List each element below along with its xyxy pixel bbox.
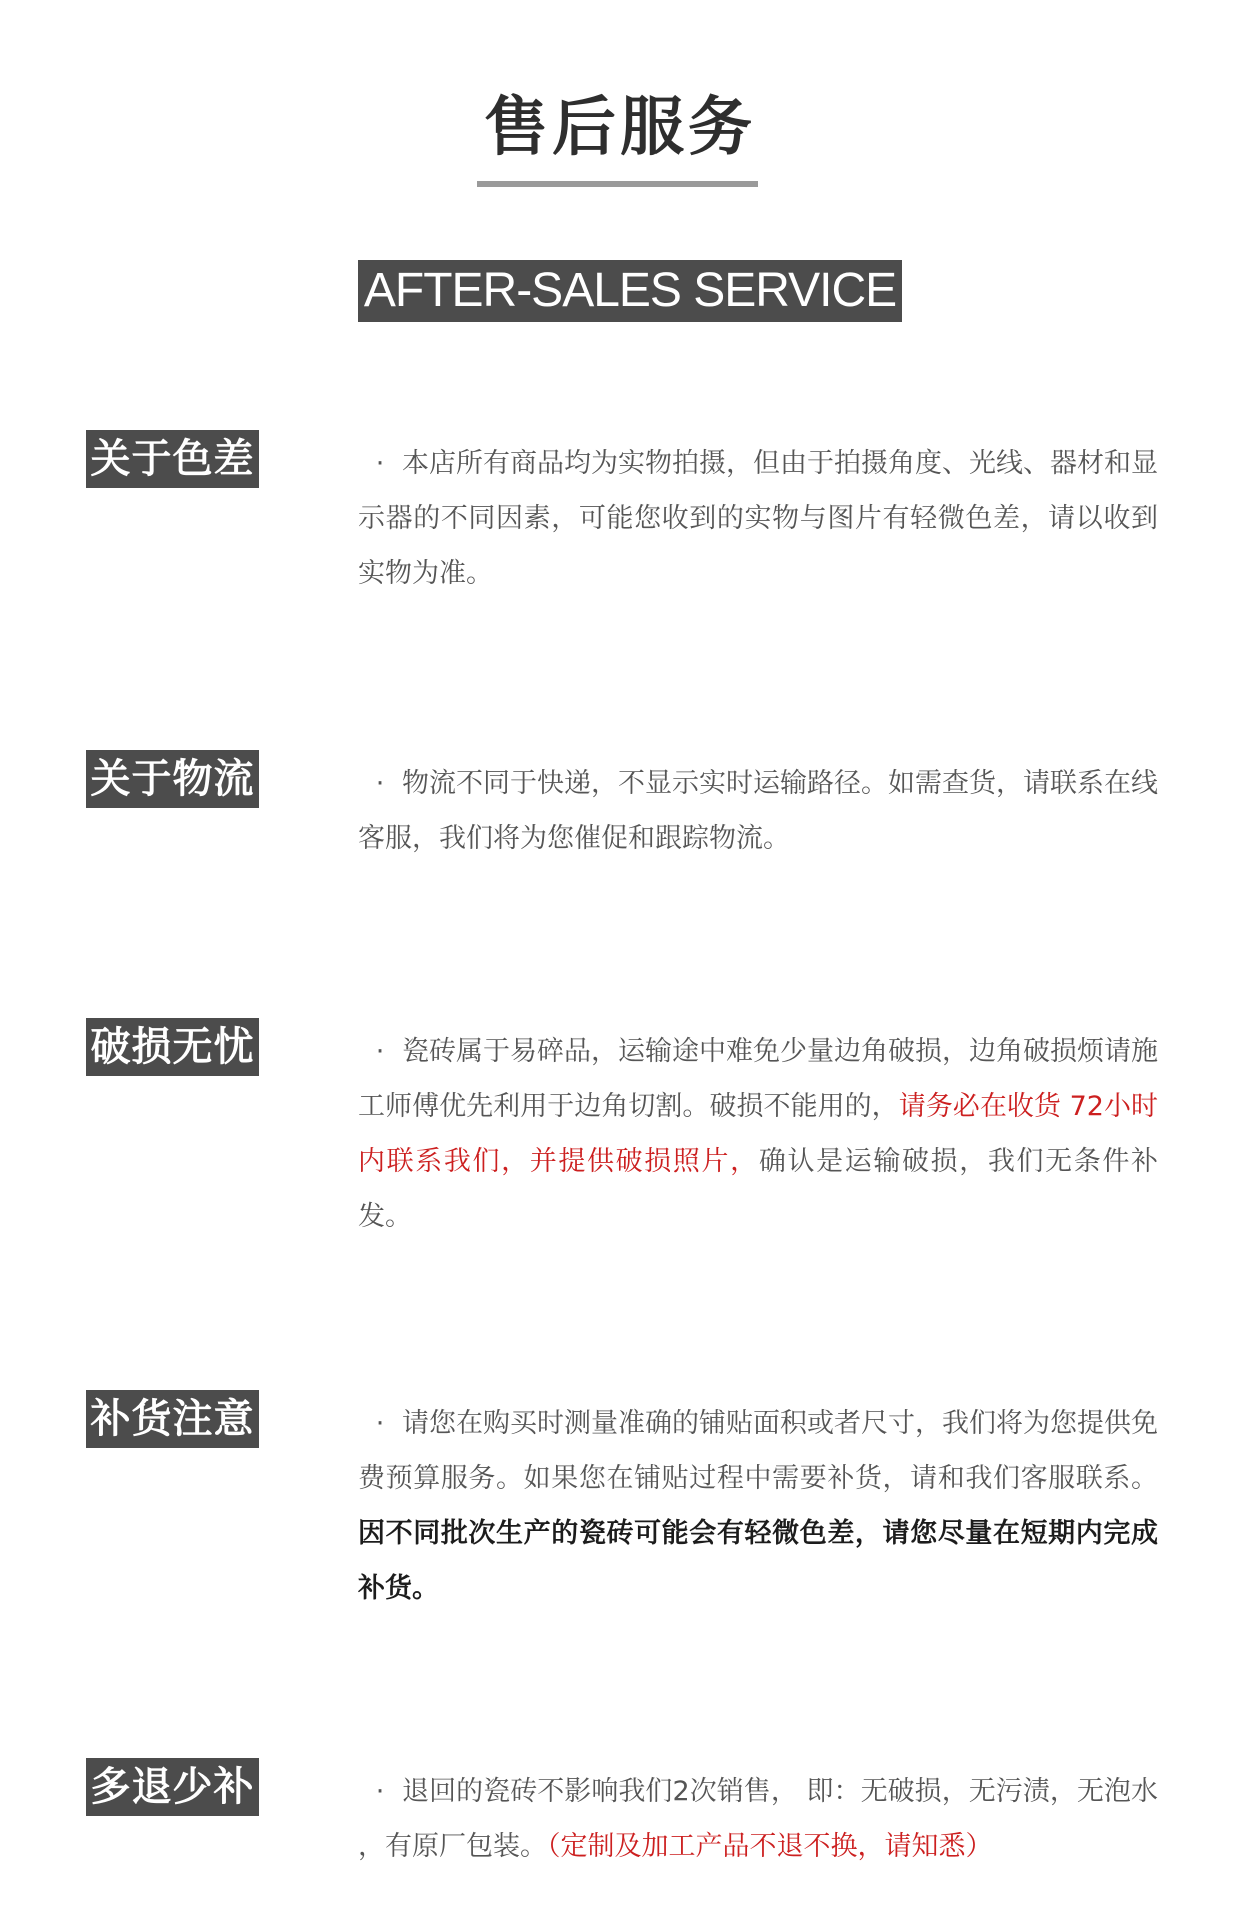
- section-body-refund: [358, 1764, 1158, 1874]
- section-text: 退回的瓷砖不影响我们2次销售， 即：无破损，无污渍，无泡水 ，有原厂包装。: [358, 1776, 1158, 1862]
- page-title: 售后服务: [484, 91, 756, 165]
- section-text: 物流不同于快递，不显示实时运输路径。如需查货，请联系在线客服，我们将为您催促和跟踪物流。: [358, 768, 1158, 854]
- section-body-logistics: [358, 756, 1158, 866]
- section-body-color-difference: [358, 436, 1158, 601]
- section-text: 瓷砖属于易碎品，运输途中难免少量边角破损，边角破损烦请施工师傅优先利用于边角切割。破损不能用的，: [358, 1036, 1158, 1122]
- section-label-damage: 破损无忧: [86, 1018, 259, 1076]
- bullet-icon: ·: [375, 1036, 385, 1067]
- section-text-highlight: （定制及加工产品不退不换，请知悉）: [547, 1831, 993, 1862]
- section-text-highlight: 请务必在收货 72小时内联系我们，并提供破损照片，: [358, 1091, 1158, 1177]
- section-label-restock: 补货注意: [86, 1390, 259, 1448]
- section-label-color-difference: 关于色差: [86, 430, 259, 488]
- title-underline: [477, 181, 758, 187]
- section-label-refund: 多退少补: [86, 1758, 259, 1816]
- section-text-emphasis: 因不同批次生产的瓷砖可能会有轻微色差，请您尽量在短期内完成补货。: [358, 1518, 1158, 1604]
- section-text: 请您在购买时测量准确的铺贴面积或者尺寸，我们将为您提供免费预算服务。如果您在铺贴过程中需要补货，请和我们客服联系。: [358, 1408, 1158, 1494]
- section-body-restock: [358, 1396, 1158, 1616]
- section-label-logistics: 关于物流: [86, 750, 259, 808]
- bullet-icon: ·: [375, 1408, 385, 1439]
- bullet-icon: ·: [375, 448, 385, 479]
- bullet-icon: ·: [375, 768, 385, 799]
- section-text: 确认是运输破损，我们无条件补发。: [358, 1146, 1159, 1232]
- section-text: 本店所有商品均为实物拍摄，但由于拍摄角度、光线、器材和显示器的不同因素，可能您收到的实物与图片有轻微色差，请以收到实物为准。: [358, 448, 1158, 589]
- section-body-damage: [358, 1024, 1158, 1244]
- bullet-icon: ·: [375, 1776, 385, 1807]
- page-subtitle: AFTER-SALES SERVICE: [358, 260, 902, 322]
